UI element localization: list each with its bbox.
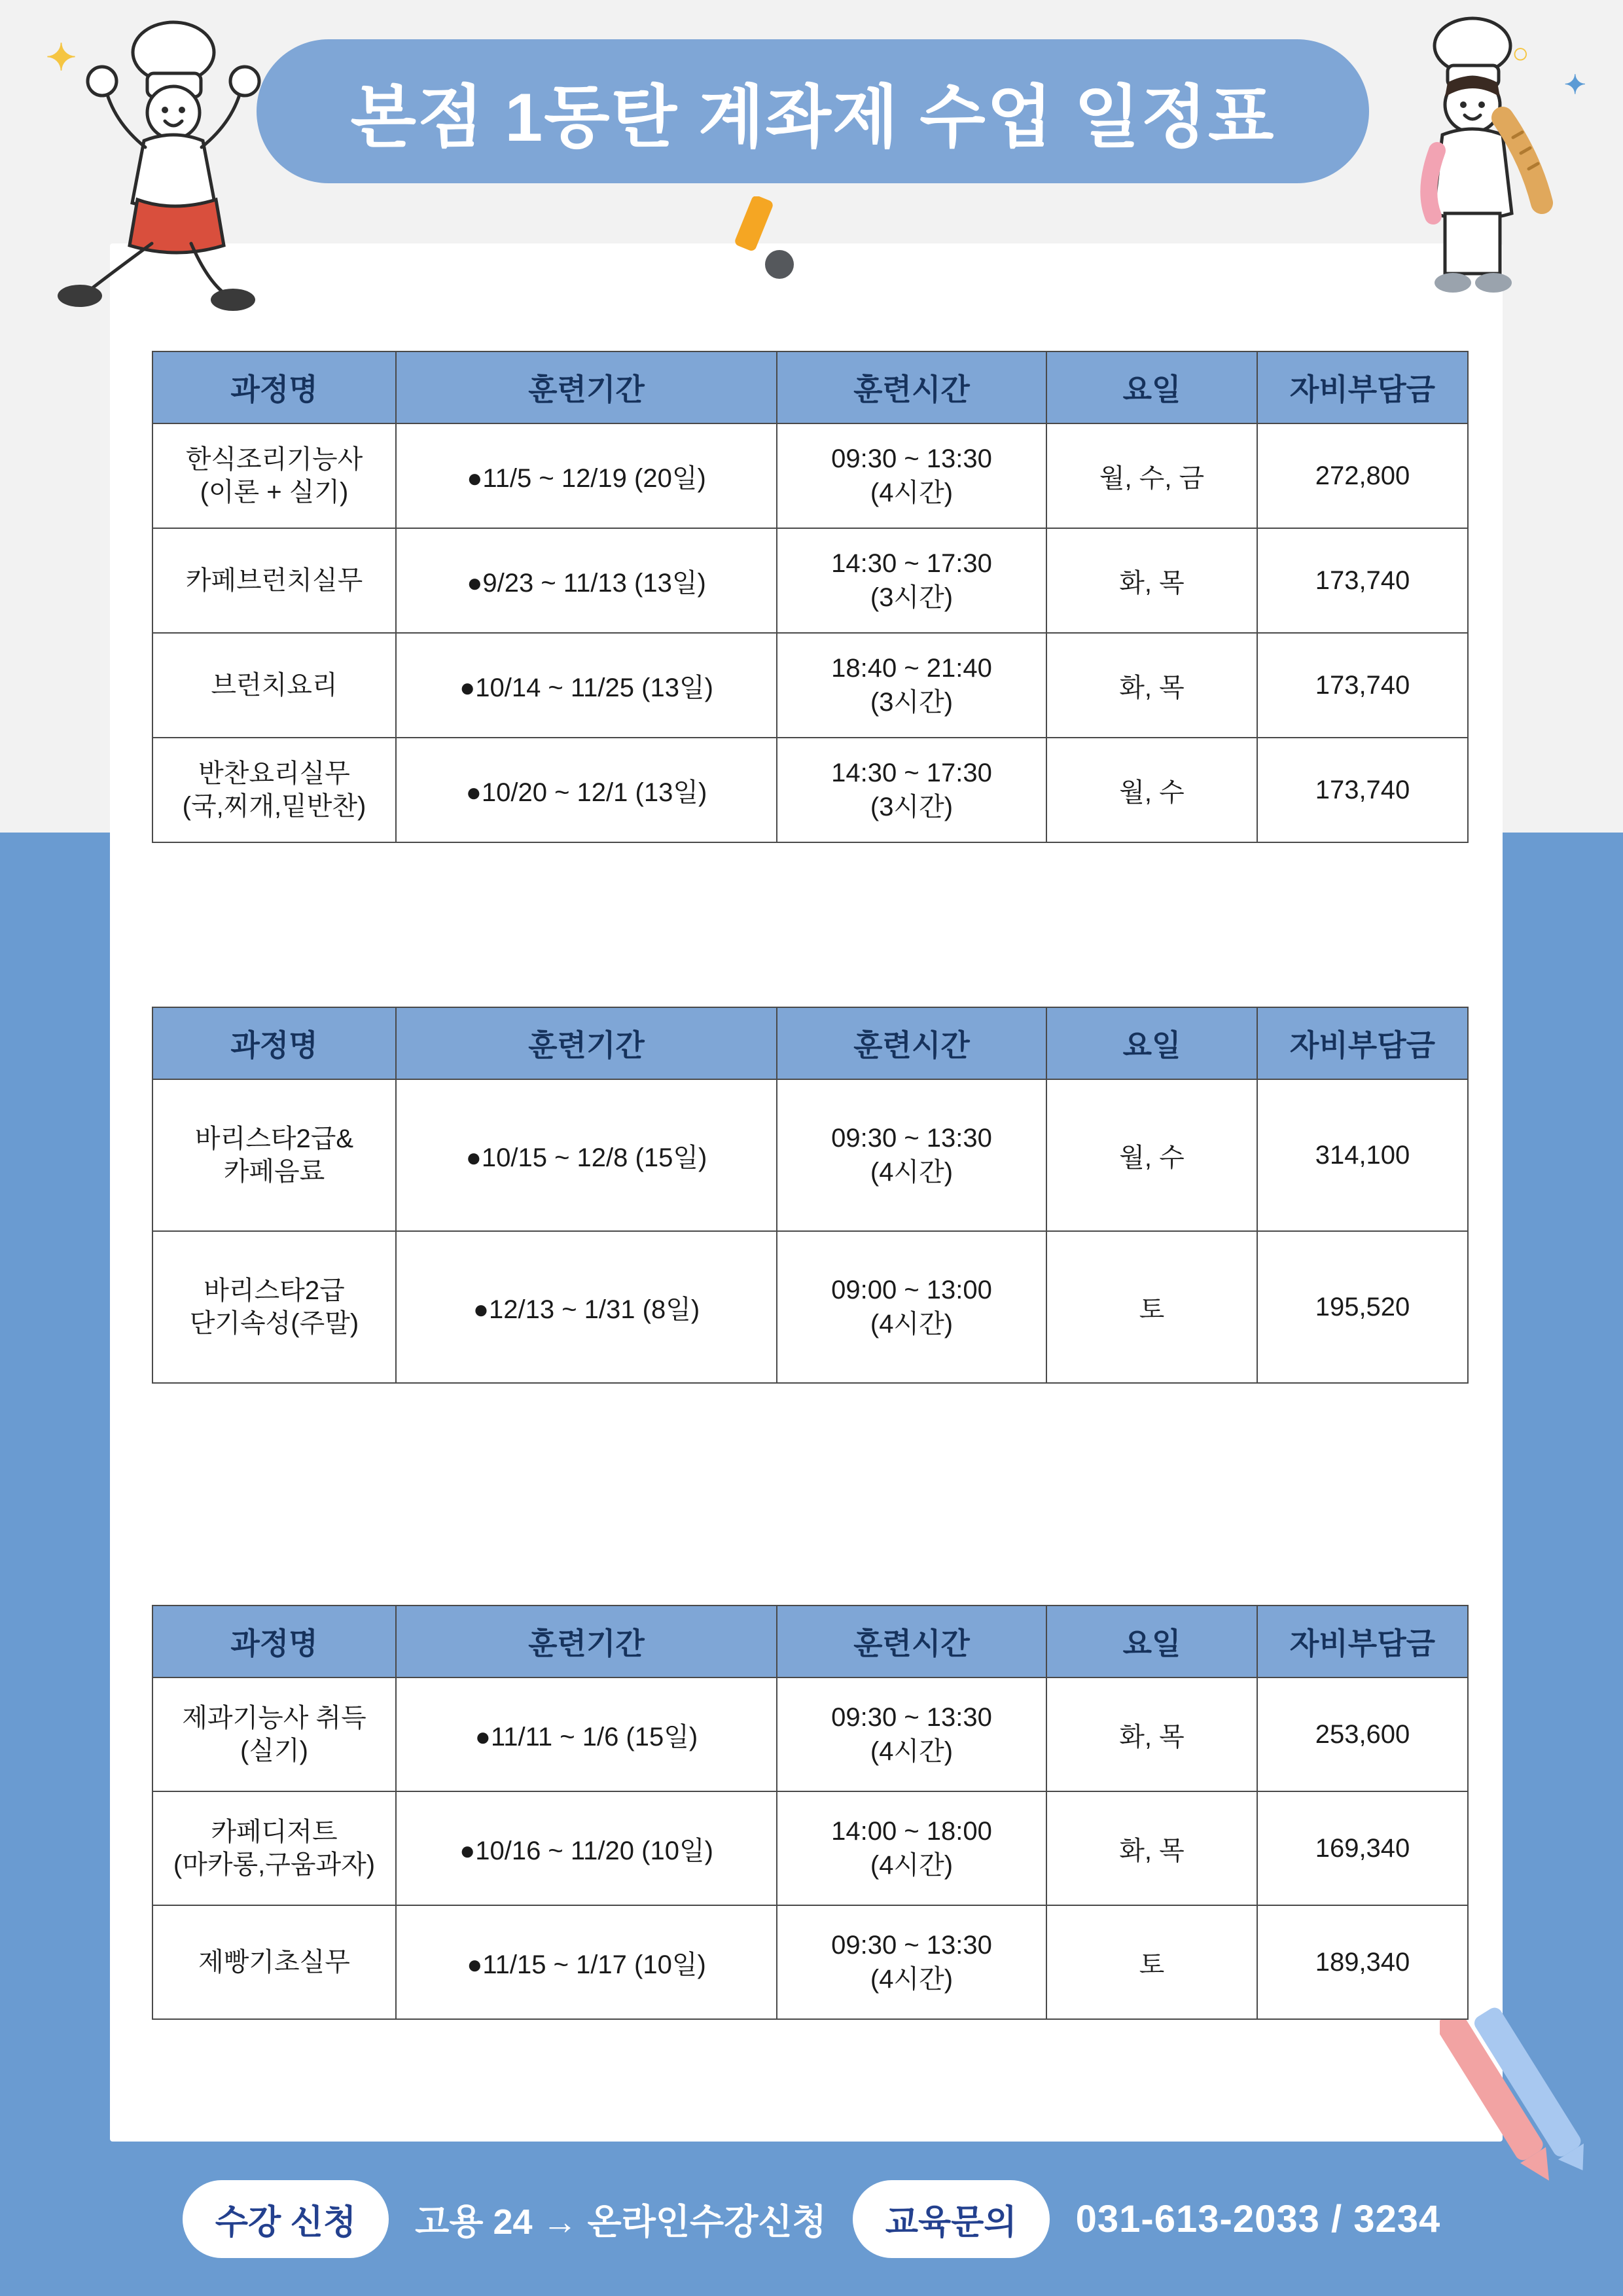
time-duration: (4시간) (870, 478, 954, 507)
cell-time (777, 423, 1046, 528)
cell-fee: 253,600 (1257, 1677, 1468, 1791)
time-range: 14:30 ~ 17:30 (831, 549, 992, 578)
cell-time (777, 528, 1046, 633)
table-header-row (152, 1605, 1468, 1677)
column-header-fee: 자비부담금 (1257, 351, 1468, 423)
course-name-line1: 제빵기초실무 (198, 1948, 350, 1977)
cell-days: 화, 목 (1046, 633, 1257, 738)
column-header-period: 훈련기간 (396, 1007, 777, 1079)
course-name-line2: (이론 + 실기) (200, 478, 349, 507)
inquiry-label-pill: 교육문의 (853, 2180, 1050, 2258)
cell-time (777, 1791, 1046, 1905)
table-row (152, 1231, 1468, 1383)
cell-time (777, 1905, 1046, 2019)
sparkle-icon: ✦ (46, 37, 77, 78)
cell-course-name (152, 738, 396, 842)
cell-fee: 169,340 (1257, 1791, 1468, 1905)
column-header-days: 요일 (1046, 1007, 1257, 1079)
time-range: 14:30 ~ 17:30 (831, 759, 992, 787)
table-row (152, 738, 1468, 842)
schedule-table-3-wrapper (152, 1605, 1461, 2020)
column-header-period: 훈련기간 (396, 1605, 777, 1677)
chef-illustration-left (39, 13, 275, 321)
cell-course-name (152, 1905, 396, 2019)
cell-days: 토 (1046, 1905, 1257, 2019)
time-duration: (3시간) (870, 688, 954, 717)
schedule-table-3 (152, 1605, 1469, 2020)
column-header-time: 훈련시간 (777, 351, 1046, 423)
time-range: 18:40 ~ 21:40 (831, 654, 992, 683)
course-name-line1: 반찬요리실무 (198, 759, 350, 788)
cell-course-name (152, 1231, 396, 1383)
column-header-days: 요일 (1046, 1605, 1257, 1677)
cell-period: ●12/13 ~ 1/31 (8일) (396, 1231, 777, 1383)
time-range: 09:30 ~ 13:30 (831, 444, 992, 473)
cell-course-name (152, 528, 396, 633)
time-range: 09:30 ~ 13:30 (831, 1703, 992, 1732)
cell-fee: 173,740 (1257, 738, 1468, 842)
inquiry-phone-number: 031-613-2033 / 3234 (1075, 2197, 1441, 2240)
schedule-table-2 (152, 1007, 1469, 1384)
course-name-line2: (실기) (240, 1736, 308, 1765)
pencil-icon (723, 196, 802, 281)
time-duration: (4시간) (870, 1310, 954, 1338)
course-name-line2: (국,찌개,밑반찬) (182, 792, 366, 821)
table-header-row (152, 1007, 1468, 1079)
time-range: 09:30 ~ 13:30 (831, 1124, 992, 1153)
cell-time (777, 1231, 1046, 1383)
time-range: 09:00 ~ 13:00 (831, 1276, 992, 1304)
apply-label-pill: 수강 신청 (183, 2180, 389, 2258)
cell-period: ●10/14 ~ 11/25 (13일) (396, 633, 777, 738)
column-header-course: 과정명 (152, 351, 396, 423)
cell-fee: 272,800 (1257, 423, 1468, 528)
schedule-table-1 (152, 351, 1469, 843)
dot-icon: ○ (1512, 37, 1529, 69)
table-row (152, 633, 1468, 738)
footer-bar (0, 2142, 1623, 2296)
course-name-line1: 한식조리기능사 (185, 445, 363, 474)
cell-fee: 195,520 (1257, 1231, 1468, 1383)
apply-instruction-text: 고용 24 → 온라인수강신청 (415, 2202, 827, 2242)
cell-course-name (152, 1677, 396, 1791)
table-header-row (152, 351, 1468, 423)
course-name-line1: 카페브런치실무 (185, 566, 363, 595)
cell-days: 월, 수 (1046, 1079, 1257, 1231)
cell-period: ●10/15 ~ 12/8 (15일) (396, 1079, 777, 1231)
cell-period: ●11/5 ~ 12/19 (20일) (396, 423, 777, 528)
table-row (152, 1079, 1468, 1231)
table-row (152, 423, 1468, 528)
column-header-period: 훈련기간 (396, 351, 777, 423)
time-duration: (4시간) (870, 1158, 954, 1187)
time-duration: (4시간) (870, 1965, 954, 1994)
table-row (152, 1905, 1468, 2019)
column-header-course: 과정명 (152, 1007, 396, 1079)
table-row (152, 1677, 1468, 1791)
cell-course-name (152, 633, 396, 738)
page-title-banner (257, 39, 1369, 183)
cell-period: ●11/11 ~ 1/6 (15일) (396, 1677, 777, 1791)
course-name-line1: 브런치요리 (211, 671, 338, 700)
cell-fee: 189,340 (1257, 1905, 1468, 2019)
course-name-line1: 카페디저트 (211, 1818, 338, 1846)
cell-time (777, 1677, 1046, 1791)
time-range: 09:30 ~ 13:30 (831, 1931, 992, 1960)
cell-days: 토 (1046, 1231, 1257, 1383)
course-name-line2: (마카롱,구움과자) (173, 1850, 376, 1879)
cell-fee: 314,100 (1257, 1079, 1468, 1231)
cell-days: 화, 목 (1046, 528, 1257, 633)
schedule-table-1-wrapper (152, 351, 1461, 843)
cell-period: ●10/16 ~ 11/20 (10일) (396, 1791, 777, 1905)
table-row (152, 1791, 1468, 1905)
time-duration: (4시간) (870, 1851, 954, 1880)
time-duration: (3시간) (870, 583, 954, 612)
course-name-line1: 제과기능사 취득 (182, 1704, 366, 1732)
time-range: 14:00 ~ 18:00 (831, 1817, 992, 1846)
column-header-fee: 자비부담금 (1257, 1605, 1468, 1677)
cell-fee: 173,740 (1257, 633, 1468, 738)
table-row (152, 528, 1468, 633)
cell-days: 화, 목 (1046, 1677, 1257, 1791)
column-header-time: 훈련시간 (777, 1007, 1046, 1079)
course-name-line2: 단기속성(주말) (189, 1309, 359, 1338)
sparkle-icon: ✦ (1564, 71, 1586, 99)
cell-period: ●10/20 ~ 12/1 (13일) (396, 738, 777, 842)
cell-course-name (152, 1079, 396, 1231)
time-duration: (4시간) (870, 1737, 954, 1766)
cell-time (777, 738, 1046, 842)
cell-days: 화, 목 (1046, 1791, 1257, 1905)
schedule-table-2-wrapper (152, 1007, 1461, 1384)
column-header-days: 요일 (1046, 351, 1257, 423)
page-title: 본점 1동탄 계좌제 수업 일정표 (350, 80, 1275, 156)
column-header-fee: 자비부담금 (1257, 1007, 1468, 1079)
cell-course-name (152, 1791, 396, 1905)
baker-illustration-right (1374, 13, 1571, 321)
cell-time (777, 1079, 1046, 1231)
course-name-line1: 바리스타2급& (194, 1124, 354, 1153)
cell-period: ●11/15 ~ 1/17 (10일) (396, 1905, 777, 2019)
column-header-time: 훈련시간 (777, 1605, 1046, 1677)
cell-course-name (152, 423, 396, 528)
course-name-line1: 바리스타2급 (204, 1276, 345, 1305)
cell-fee: 173,740 (1257, 528, 1468, 633)
cell-period: ●9/23 ~ 11/13 (13일) (396, 528, 777, 633)
column-header-course: 과정명 (152, 1605, 396, 1677)
cell-days: 월, 수, 금 (1046, 423, 1257, 528)
cell-time (777, 633, 1046, 738)
time-duration: (3시간) (870, 793, 954, 821)
course-name-line2: 카페음료 (223, 1157, 325, 1186)
cell-days: 월, 수 (1046, 738, 1257, 842)
